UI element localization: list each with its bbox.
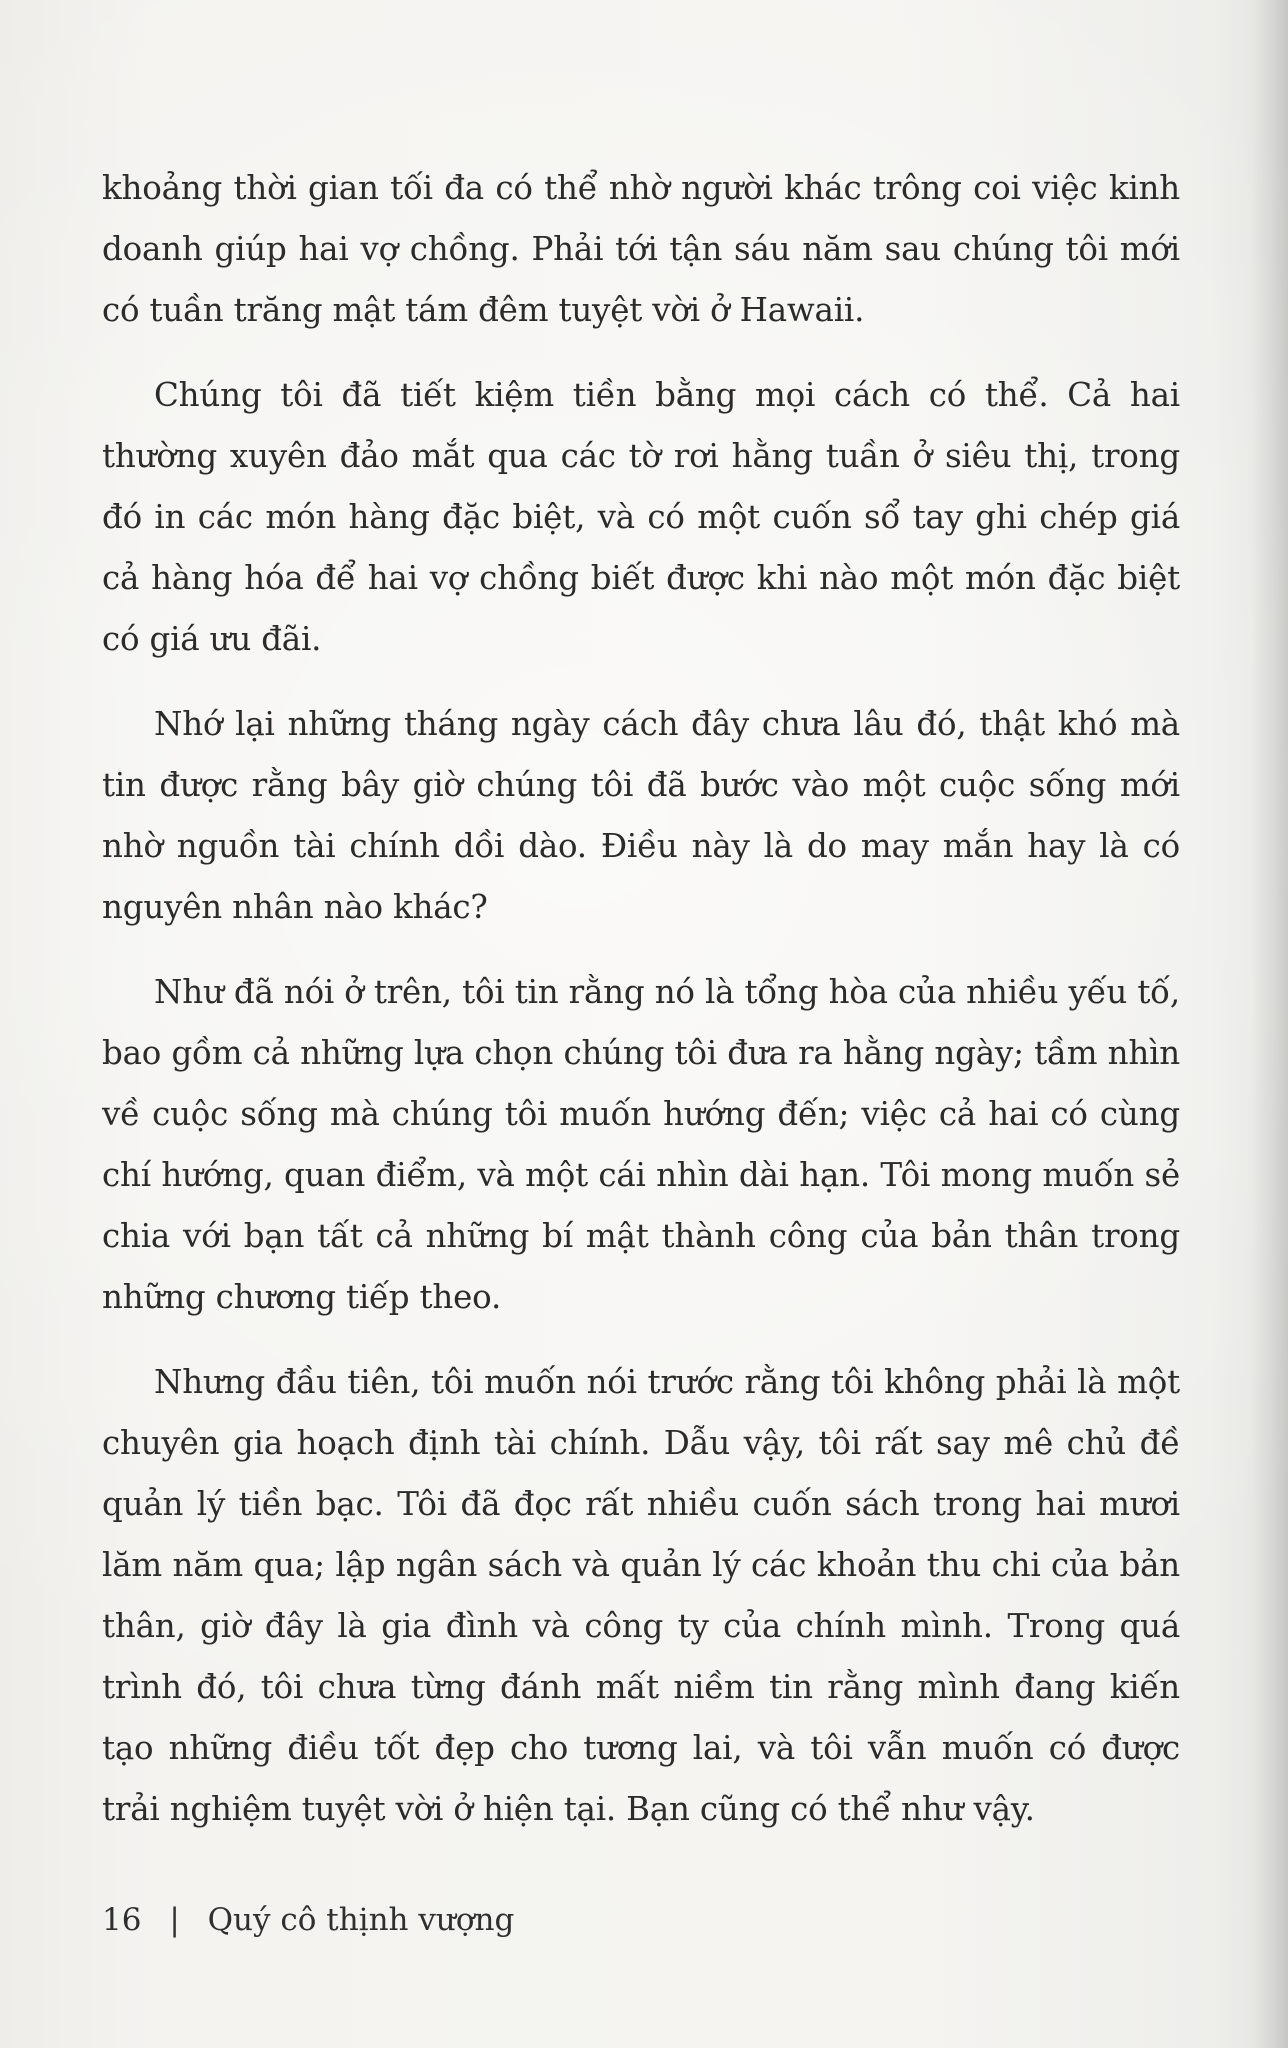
paragraph: khoảng thời gian tối đa có thể nhờ người khác trông coi việc kinh doanh giúp hai vợ chồng. Phải tới tận sáu năm sau chúng tôi mới có tuần trăng mật tám đêm tuyệt vời ở Hawaii.	[102, 169, 1180, 329]
paragraph: Nhớ lại những tháng ngày cách đây chưa lâu đó, thật khó mà tin được rằng bây giờ chúng tôi đã bước vào một cuộc sống mới nhờ nguồn tài chính dồi dào. Điều này là do may mắn hay là có nguyên nhân nào khác?	[102, 705, 1180, 926]
book-title: Quý cô thịnh vượng	[207, 1902, 515, 1938]
page-number: 16	[102, 1902, 142, 1938]
paragraph: Nhưng đầu tiên, tôi muốn nói trước rằng tôi không phải là một chuyên gia hoạch định tài chính. Dẫu vậy, tôi rất say mê chủ đề quản lý tiền bạc. Tôi đã đọc rất nhiều cuốn sách trong hai mươi lăm năm qua; lập ngân sách và quản lý các khoản thu chi của bản thân, giờ đây là gia đình và công ty của chính mình. Trong quá trình đó, tôi chưa từng đánh mất niềm tin rằng mình đang kiến tạo những điều tốt đẹp cho tương lai, và tôi vẫn muốn có được trải nghiệm tuyệt vời ở hiện tại. Bạn cũng có thể như vậy.	[102, 1363, 1180, 1828]
footer-separator: |	[169, 1902, 180, 1938]
body-text	[102, 158, 1180, 1864]
page-footer	[102, 1900, 514, 1940]
paragraph: Chúng tôi đã tiết kiệm tiền bằng mọi cách có thể. Cả hai thường xuyên đảo mắt qua các tờ rơi hằng tuần ở siêu thị, trong đó in các món hàng đặc biệt, và có một cuốn sổ tay ghi chép giá cả hàng hóa để hai vợ chồng biết được khi nào một món đặc biệt có giá ưu đãi.	[102, 376, 1180, 658]
paragraph: Như đã nói ở trên, tôi tin rằng nó là tổng hòa của nhiều yếu tố, bao gồm cả những lựa chọn chúng tôi đưa ra hằng ngày; tầm nhìn về cuộc sống mà chúng tôi muốn hướng đến; việc cả hai có cùng chí hướng, quan điểm, và một cái nhìn dài hạn. Tôi mong muốn sẻ chia với bạn tất cả những bí mật thành công của bản thân trong những chương tiếp theo.	[102, 973, 1180, 1316]
page-edge-shadow	[1250, 0, 1288, 2048]
